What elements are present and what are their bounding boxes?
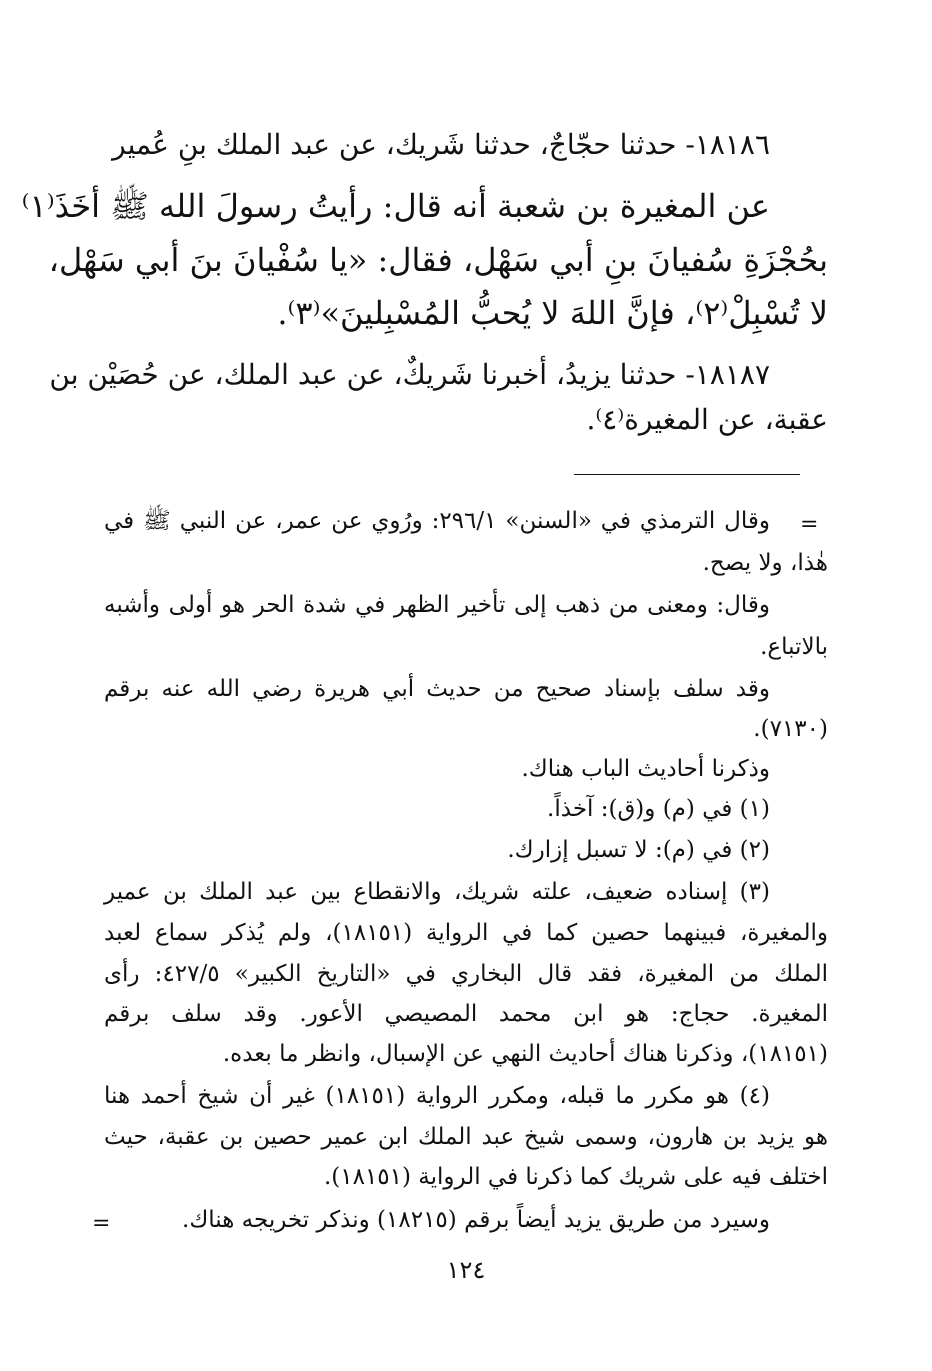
hadith-18187-line-2: عقبة، عن المغيرة⁽٤⁾. — [586, 403, 828, 436]
hadith-18186-line-4: لا تُسْبِلْ⁽٢⁾، فإنَّ اللهَ لا يُحبُّ المُسْبِلينَ»⁽٣⁾. — [277, 294, 828, 332]
footnote-3-line-1: (٣) إسناده ضعيف، علته شريك، والانقطاع بين عبد الملك بن عمير — [104, 879, 770, 905]
footnote-3-line-5: (١٨١٥١)، وذكرنا هناك أحاديث النهي عن الإسبال، وانظر ما بعده. — [222, 1041, 828, 1067]
footnote-3-line-2: والمغيرة، فبينهما حصين كما في الرواية (١٨١٥١)، ولم يُذكر سماع لعبد — [104, 920, 829, 946]
footnote-continued-mark: = — [800, 512, 819, 537]
footnote-prev-line-7: وذكرنا أحاديث الباب هناك. — [521, 756, 770, 782]
footnote-3-line-3: الملك من المغيرة، فقد قال البخاري في «التاريخ الكبير» ٤٢٧/٥: رأى — [104, 961, 828, 987]
footnote-prev-line-1: وقال الترمذي في «السنن» ٢٩٦/١: ورُوي عن عمر، عن النبي ﷺ في — [104, 508, 770, 534]
footnote-separator — [574, 474, 800, 475]
footnote-prev-line-2: هٰذا، ولا يصح. — [702, 550, 828, 576]
hadith-18187-line-1: ١٨١٨٧- حدثنا يزيدُ، أخبرنا شَريكٌ، عن عبد الملك، عن حُصَيْن بن — [49, 358, 770, 391]
footnote-4-line-2: هو يزيد بن هارون، وسمى شيخ عبد الملك ابن عمير حصين بن عقبة، حيث — [104, 1124, 829, 1150]
hadith-18186-line-2: عن المغيرة بن شعبة أنه قال: رأيتُ رسولَ الله ﷺ أخَذَ⁽١⁾ — [21, 187, 770, 225]
footnote-prev-line-5: وقد سلف بإسناد صحيح من حديث أبي هريرة رضي الله عنه برقم — [104, 676, 770, 702]
footnote-3-line-4: المغيرة. حجاج: هو ابن محمد المصيصي الأعور. وقد سلف برقم — [104, 1001, 828, 1027]
footnote-prev-line-6: (٧١٣٠). — [753, 716, 828, 742]
footnote-prev-line-4: بالاتباع. — [760, 634, 828, 660]
footnote-continues-mark: = — [92, 1211, 111, 1236]
hadith-18186-line-1: ١٨١٨٦- حدثنا حجّاجٌ، حدثنا شَريك، عن عبد الملك بنِ عُمير — [112, 128, 770, 161]
footnote-1: (١) في (م) و(ق): آخذاً. — [547, 796, 770, 822]
page-number: ١٢٤ — [446, 1256, 486, 1284]
footnote-4-line-1: (٤) هو مكرر ما قبله، ومكرر الرواية (١٨١٥١) غير أن شيخ أحمد هنا — [104, 1083, 770, 1109]
hadith-18186-line-3: بحُجْزَةِ سُفيانَ بنِ أبي سَهْل، فقال: «يا سُفْيانَ بنَ أبي سَهْل، — [48, 241, 828, 279]
footnote-2: (٢) في (م): لا تسبل إزارك. — [507, 837, 770, 863]
footnote-prev-line-3: وقال: ومعنى من ذهب إلى تأخير الظهر في شدة الحر هو أولى وأشبه — [104, 592, 770, 618]
footnote-4-line-4: وسيرد من طريق يزيد أيضاً برقم (١٨٢١٥) ونذكر تخريجه هناك. — [182, 1207, 770, 1233]
footnote-4-line-3: اختلف فيه على شريك كما ذكرنا في الرواية (١٨١٥١). — [323, 1164, 828, 1190]
